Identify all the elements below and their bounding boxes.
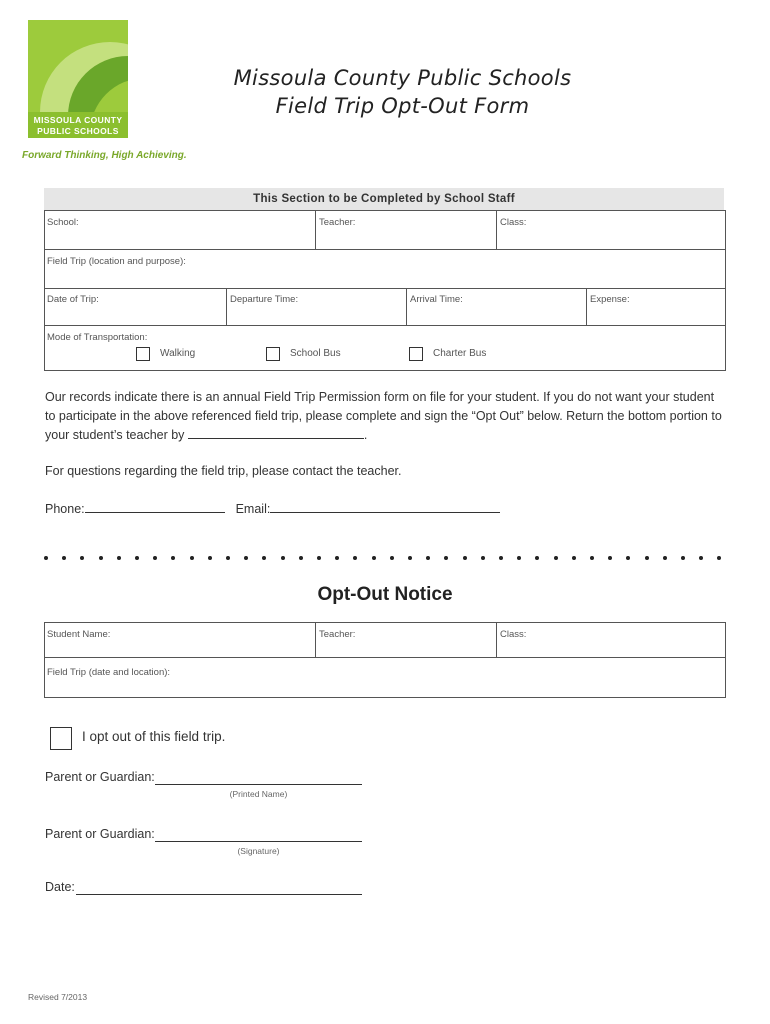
separator-dot (699, 556, 703, 560)
separator-dot (535, 556, 539, 560)
separator-dot (335, 556, 339, 560)
phone-field[interactable] (85, 500, 225, 513)
revision-note: Revised 7/2013 (28, 992, 88, 1002)
separator-dot (608, 556, 612, 560)
separator-dot (499, 556, 503, 560)
separator-dot (135, 556, 139, 560)
opt-out-checkbox[interactable] (50, 727, 72, 750)
departure-time-label: Departure Time: (230, 294, 299, 305)
opt-out-heading: Opt-Out Notice (317, 584, 453, 605)
parent-signature-label: Parent or Guardian: (45, 827, 155, 841)
questions-text: For questions regarding the field trip, please contact the teacher. (45, 464, 402, 478)
arrival-time-label: Arrival Time: (410, 294, 463, 305)
walking-label: Walking (160, 348, 196, 359)
opt-teacher-label: Teacher: (319, 629, 356, 640)
separator-dot (190, 556, 194, 560)
teacher-label: Teacher: (319, 217, 356, 228)
walking-checkbox[interactable] (136, 347, 150, 361)
separator-dot (317, 556, 321, 560)
contact-row (45, 500, 735, 519)
page-subtitle: Field Trip Opt-Out Form (275, 94, 530, 118)
separator-dot (645, 556, 649, 560)
signature-caption: (Signature) (237, 846, 280, 856)
notice-line-1: Our records indicate there is an annual Field Trip Permission form on file for your student. If you do not want your student (45, 390, 715, 404)
email-field[interactable] (270, 500, 500, 513)
separator-dot (153, 556, 157, 560)
notice-paragraph (45, 388, 735, 445)
staff-section-heading: This Section to be Completed by School Staff (44, 188, 724, 210)
cut-line-separator (40, 552, 730, 564)
separator-dot (481, 556, 485, 560)
school-label: School: (47, 217, 79, 228)
separator-dot (99, 556, 103, 560)
separator-dot (299, 556, 303, 560)
separator-dot (62, 556, 66, 560)
separator-dot (117, 556, 121, 560)
separator-dot (226, 556, 230, 560)
separator-dot (208, 556, 212, 560)
staff-section-box (44, 210, 726, 371)
logo-tagline: Forward Thinking, High Achieving. (22, 150, 187, 161)
page-title: Missoula County Public Schools (233, 66, 572, 90)
logo-line-1: MISSOULA COUNTY (33, 115, 123, 125)
separator-dot (463, 556, 467, 560)
separator-dot (390, 556, 394, 560)
printed-name-caption: (Printed Name) (229, 789, 288, 799)
district-logo (28, 20, 128, 138)
notice-line-3: your student’s teacher by (45, 428, 185, 442)
separator-dot (281, 556, 285, 560)
opt-out-box (44, 622, 726, 698)
notice-line-3-end: . (363, 428, 368, 442)
date-label: Date: (45, 880, 75, 894)
parent-printed-field[interactable] (155, 784, 362, 785)
student-name-label: Student Name: (47, 629, 111, 640)
expense-label: Expense: (590, 294, 630, 305)
class-label: Class: (500, 217, 527, 228)
separator-dot (590, 556, 594, 560)
separator-dot (681, 556, 685, 560)
separator-dot (171, 556, 175, 560)
separator-dot (517, 556, 521, 560)
separator-dot (372, 556, 376, 560)
separator-dot (554, 556, 558, 560)
opt-field-trip-label: Field Trip (date and location): (47, 667, 171, 678)
separator-dot (663, 556, 667, 560)
school-bus-checkbox[interactable] (266, 347, 280, 361)
separator-dot (244, 556, 248, 560)
field-trip-label: Field Trip (location and purpose): (47, 256, 186, 267)
separator-dot (626, 556, 630, 560)
charter-bus-label: Charter Bus (433, 348, 487, 359)
separator-dot (408, 556, 412, 560)
separator-dot (426, 556, 430, 560)
notice-line-2: to participate in the above referenced field trip, please complete and sign the “Opt Out” below. Return the bottom portion to (45, 409, 722, 423)
logo-line-2: PUBLIC SCHOOLS (37, 126, 119, 136)
separator-dot (44, 556, 48, 560)
opt-class-label: Class: (500, 629, 527, 640)
opt-out-statement: I opt out of this field trip. (82, 729, 226, 744)
charter-bus-checkbox[interactable] (409, 347, 423, 361)
parent-signature-field[interactable] (155, 841, 362, 842)
separator-dot (444, 556, 448, 560)
phone-label: Phone: (45, 502, 85, 516)
separator-dot (353, 556, 357, 560)
parent-printed-label: Parent or Guardian: (45, 770, 155, 784)
transport-label: Mode of Transportation: (47, 332, 148, 343)
date-of-trip-label: Date of Trip: (47, 294, 99, 305)
separator-dot (262, 556, 266, 560)
separator-dot (717, 556, 721, 560)
return-date-field[interactable] (188, 426, 364, 439)
separator-dot (572, 556, 576, 560)
date-field[interactable] (76, 894, 362, 895)
email-label: Email: (235, 502, 271, 516)
separator-dot (80, 556, 84, 560)
school-bus-label: School Bus (290, 348, 341, 359)
